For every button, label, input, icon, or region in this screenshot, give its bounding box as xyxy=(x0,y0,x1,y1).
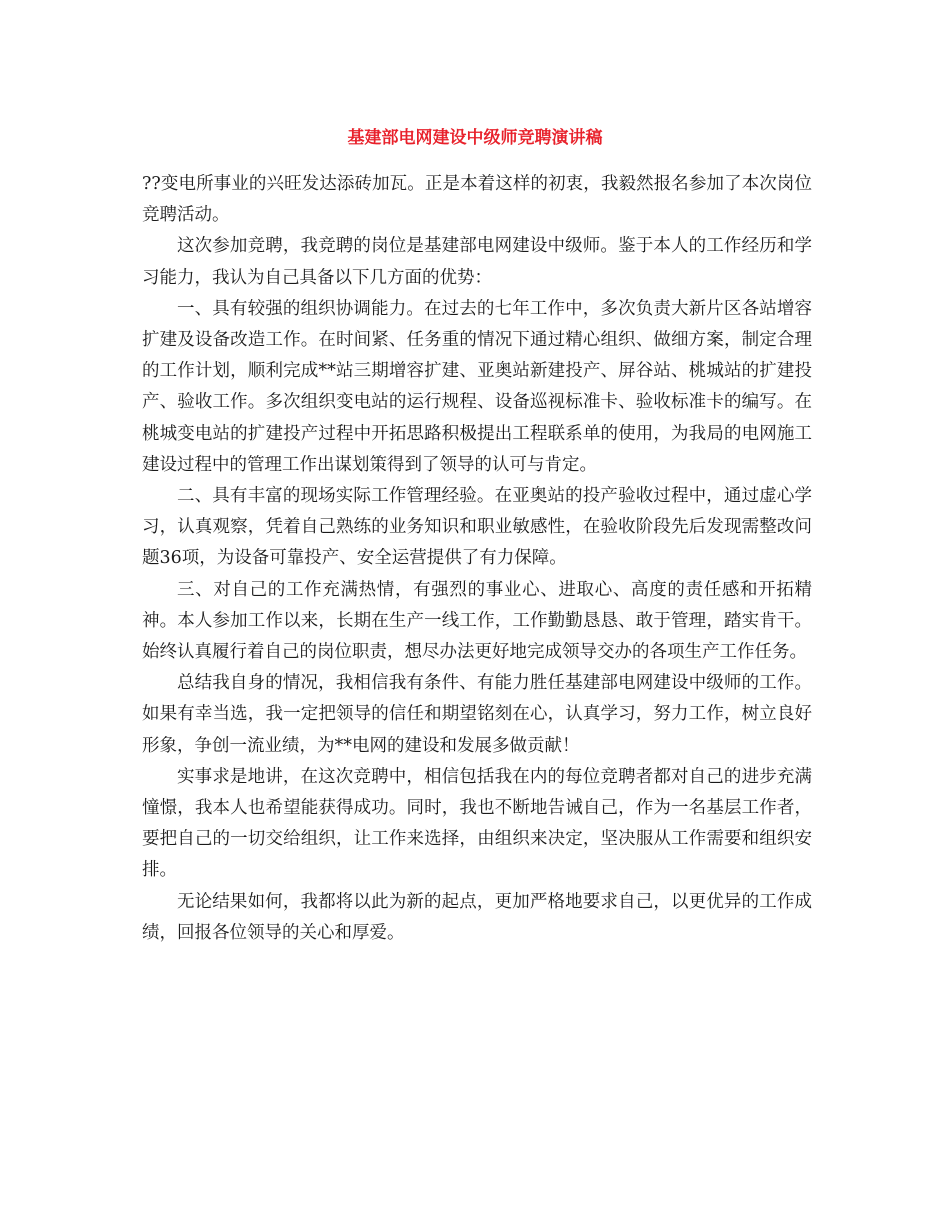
paragraph-strength-organization: 一、具有较强的组织协调能力。在过去的七年工作中，多次负责大新片区各站增容扩建及设备改造工作。在时间紧、任务重的情况下通过精心组织、做细方案，制定合理的工作计划，顺利完成**站三期增容扩建、亚奥站新建投产、屏谷站、桃城站的扩建投产、验收工作。多次组织变电站的运行规程、设备巡视标准卡、验收标准卡的编写。在桃城变电站的扩建投产过程中开拓思路积极提出工程联系单的使用，为我局的电网施工建设过程中的管理工作出谋划策得到了领导的认可与肯定。 xyxy=(142,298,812,475)
paragraph-position-intro: 这次参加竞聘，我竞聘的岗位是基建部电网建设中级师。鉴于本人的工作经历和学习能力，我认为自己具备以下几方面的优势： xyxy=(142,236,812,288)
paragraph-opening: ??变电所事业的兴旺发达添砖加瓦。正是本着这样的初衷，我毅然报名参加了本次岗位竞聘活动。 xyxy=(142,174,812,226)
document-title: 基建部电网建设中级师竞聘演讲稿 xyxy=(347,128,603,148)
paragraph-closing: 无论结果如何，我都将以此为新的起点，更加严格地要求自己，以更优异的工作成绩，回报各位领导的关心和厚爱。 xyxy=(142,891,812,943)
paragraph-strength-enthusiasm: 三、对自己的工作充满热情，有强烈的事业心、进取心、高度的责任感和开拓精神。本人参加工作以来，长期在生产一线工作，工作勤勤恳恳、敢于管理，踏实肯干。始终认真履行着自己的岗位职责，想尽办法更好地完成领导交办的各项生产工作任务。 xyxy=(142,579,812,663)
paragraph-attitude: 实事求是地讲，在这次竞聘中，相信包括我在内的每位竞聘者都对自己的进步充满憧憬，我本人也希望能获得成功。同时，我也不断地告诫自己，作为一名基层工作者，要把自己的一切交给组织，让工作来选择，由组织来决定，坚决服从工作需要和组织安排。 xyxy=(142,766,812,881)
paragraph-summary: 总结我自身的情况，我相信我有条件、有能力胜任基建部电网建设中级师的工作。如果有幸当选，我一定把领导的信任和期望铭刻在心，认真学习，努力工作，树立良好形象，争创一流业绩，为**电网的建设和发展多做贡献！ xyxy=(142,673,812,756)
document-body xyxy=(142,169,812,949)
paragraph-strength-experience: 二、具有丰富的现场实际工作管理经验。在亚奥站的投产验收过程中，通过虚心学习，认真观察，凭着自己熟练的业务知识和职业敏感性，在验收阶段先后发现需整改问题36项，为设备可靠投产、安全运营提供了有力保障。 xyxy=(142,486,812,569)
